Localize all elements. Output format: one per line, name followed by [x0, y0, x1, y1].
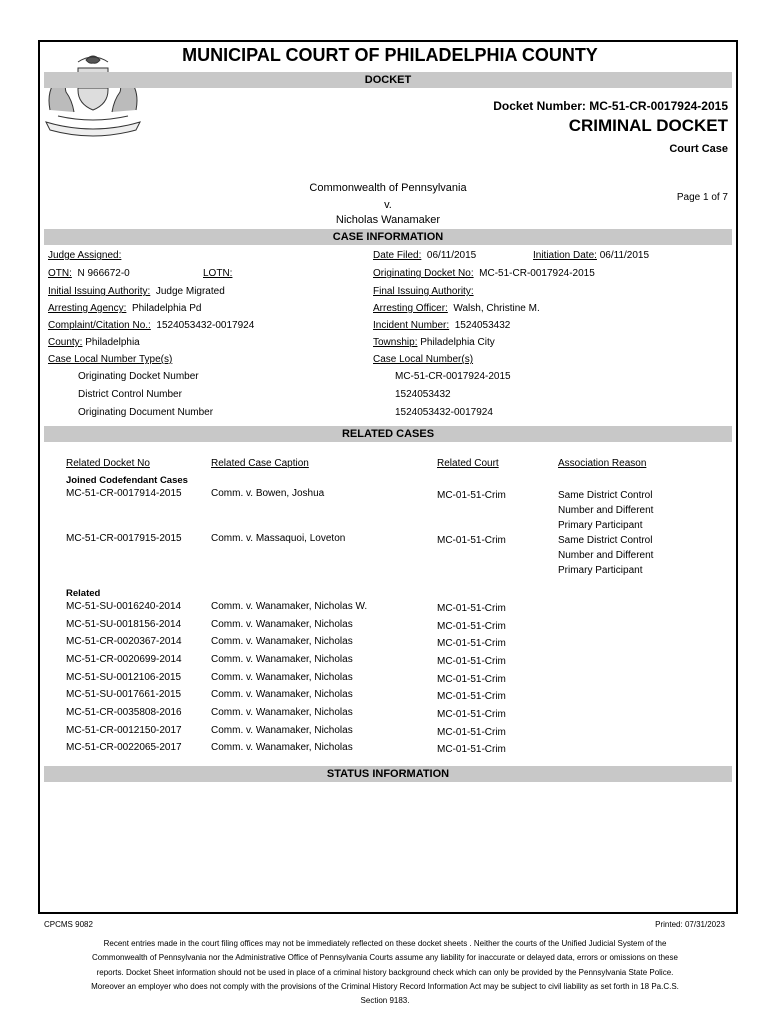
otn	[48, 268, 130, 279]
related-case-caption: Comm. v. Wanamaker, Nicholas	[211, 636, 353, 647]
codefendant-label: Joined Codefendant Cases	[66, 475, 188, 486]
related-case-caption: Comm. v. Wanamaker, Nicholas	[211, 707, 353, 718]
related-label: Related	[66, 588, 101, 599]
docket-bar: DOCKET	[44, 72, 732, 88]
initial-issuing	[48, 286, 225, 297]
related-case-caption: Comm. v. Wanamaker, Nicholas W.	[211, 601, 368, 612]
related-docket-no: MC-51-CR-0020367-2014	[66, 636, 182, 647]
association-reason: Number and Different	[558, 505, 654, 516]
related-docket-no: MC-51-CR-0012150-2017	[66, 725, 182, 736]
disclaimer: Recent entries made in the court filing offices may not be immediately reflected on these docket sheets . Neither the courts of the Unified Judicial System of the Commonwealth of Pennsylvania nor the Administrative Office of Pennsylvania Courts assume any liability for inaccurate or delayed data, errors or omissions on these reports. Docket Sheet information should not be used in place of a criminal history background check which can only be provided by the Pennsylvania State Police. Moreover an employer who does not comply with the provisions of the Criminal History Record Information Act may be subject to civil liability as set forth in 18 Pa.C.S. Section 9183.	[91, 939, 679, 1006]
related-docket-no: MC-51-SU-0012106-2015	[66, 672, 182, 683]
arresting-agency-label: Arresting Agency:	[48, 303, 127, 314]
complaint	[48, 320, 254, 331]
otn-value: N 966672-0	[77, 268, 130, 279]
arresting-officer-value: Walsh, Christine M.	[453, 303, 540, 314]
initial-issuing-label: Initial Issuing Authority:	[48, 286, 151, 297]
docket-frame	[38, 40, 738, 914]
arresting-agency-value: Philadelphia Pd	[131, 303, 202, 314]
related-court: MC-01-51-Crim	[437, 490, 506, 501]
local-type: Originating Document Number	[78, 407, 214, 418]
related-court: MC-01-51-Crim	[437, 656, 506, 667]
otn-label: OTN:	[48, 268, 72, 279]
county-value: Philadelphia	[85, 337, 140, 348]
related-court: MC-01-51-Crim	[437, 691, 506, 702]
case-information-bar: CASE INFORMATION	[44, 229, 732, 245]
related-docket-no: MC-51-SU-0017661-2015	[66, 689, 182, 700]
related-case-caption: Comm. v. Wanamaker, Nicholas	[211, 725, 353, 736]
final-issuing-label: Final Issuing Authority:	[373, 286, 474, 297]
related-case-caption: Comm. v. Wanamaker, Nicholas	[211, 689, 353, 700]
related-docket-no: MC-51-CR-0020699-2014	[66, 654, 182, 665]
related-court: MC-01-51-Crim	[437, 674, 506, 685]
county	[48, 337, 140, 348]
related-court: MC-01-51-Crim	[437, 744, 506, 755]
initiation-date	[533, 250, 649, 261]
local-type-label: Case Local Number Type(s)	[48, 354, 173, 365]
judge-assigned-label: Judge Assigned:	[48, 250, 122, 261]
date-filed	[373, 250, 476, 261]
local-type: Originating Docket Number	[78, 371, 199, 382]
related-court: MC-01-51-Crim	[437, 709, 506, 720]
township	[373, 337, 495, 348]
page-indicator: Page 1 of 7	[676, 192, 728, 203]
related-case-caption: Comm. v. Wanamaker, Nicholas	[211, 654, 353, 665]
originating-docket	[373, 268, 595, 279]
docket-number: Docket Number: MC-51-CR-0017924-2015	[493, 99, 728, 113]
related-court: MC-01-51-Crim	[437, 638, 506, 649]
lotn-label: LOTN:	[203, 268, 233, 279]
initiation-date-value: 06/11/2015	[599, 250, 650, 261]
related-docket-no: MC-51-SU-0018156-2014	[66, 619, 182, 630]
originating-docket-value: MC-51-CR-0017924-2015	[479, 268, 595, 279]
col-related-court: Related Court	[437, 458, 499, 469]
related-case-caption: Comm. v. Wanamaker, Nicholas	[211, 672, 353, 683]
incident-label: Incident Number:	[373, 320, 450, 331]
local-type: District Control Number	[78, 389, 182, 400]
col-related-docket: Related Docket No	[66, 458, 150, 469]
caption-line-3: Nicholas Wanamaker	[335, 214, 441, 226]
related-case-caption: Comm. v. Wanamaker, Nicholas	[211, 619, 353, 630]
association-reason: Same District Control	[558, 535, 653, 546]
arresting-officer	[373, 303, 540, 314]
related-case-caption: Comm. v. Massaquoi, Loveton	[211, 533, 346, 544]
related-docket-no: MC-51-CR-0017915-2015	[66, 533, 182, 544]
township-value: Philadelphia City	[420, 337, 495, 348]
related-docket-no: MC-51-SU-0016240-2014	[66, 601, 182, 612]
local-number: 1524053432	[395, 389, 451, 400]
related-docket-no: MC-51-CR-0022065-2017	[66, 742, 182, 753]
related-court: MC-01-51-Crim	[437, 727, 506, 738]
related-court: MC-01-51-Crim	[437, 621, 506, 632]
col-association-reason: Association Reason	[558, 458, 647, 469]
date-filed-label: Date Filed:	[373, 250, 422, 261]
related-court: MC-01-51-Crim	[437, 603, 506, 614]
date-filed-value: 06/11/2015	[426, 250, 477, 261]
related-case-caption: Comm. v. Bowen, Joshua	[211, 488, 325, 499]
local-number-label: Case Local Number(s)	[373, 354, 474, 365]
related-case-caption: Comm. v. Wanamaker, Nicholas	[211, 742, 353, 753]
initial-issuing-value: Judge Migrated	[155, 286, 225, 297]
incident	[373, 320, 510, 331]
township-label: Township:	[373, 337, 418, 348]
county-label: County:	[48, 337, 83, 348]
status-information-bar: STATUS INFORMATION	[44, 766, 732, 782]
complaint-label: Complaint/Citation No.:	[48, 320, 151, 331]
association-reason: Number and Different	[558, 550, 654, 561]
caption-line-1: Commonwealth of Pennsylvania	[309, 182, 467, 194]
arresting-officer-label: Arresting Officer:	[373, 303, 448, 314]
initiation-date-label: Initiation Date:	[533, 250, 597, 261]
association-reason: Primary Participant	[558, 520, 643, 531]
case-kind: Court Case	[669, 143, 728, 155]
association-reason: Same District Control	[558, 490, 653, 501]
local-number: 1524053432-0017924	[395, 407, 493, 418]
incident-value: 1524053432	[454, 320, 511, 331]
related-cases-bar: RELATED CASES	[44, 426, 732, 442]
arresting-agency	[48, 303, 201, 314]
printed-date: Printed: 07/31/2023	[655, 920, 725, 929]
related-docket-no: MC-51-CR-0017914-2015	[66, 488, 182, 499]
col-related-caption: Related Case Caption	[211, 458, 309, 469]
local-number: MC-51-CR-0017924-2015	[395, 371, 511, 382]
complaint-value: 1524053432-0017924	[156, 320, 255, 331]
caption-line-2: v.	[384, 199, 392, 211]
form-id: CPCMS 9082	[44, 920, 93, 929]
related-docket-no: MC-51-CR-0035808-2016	[66, 707, 182, 718]
court-title: MUNICIPAL COURT OF PHILADELPHIA COUNTY	[182, 45, 598, 65]
docket-type: CRIMINAL DOCKET	[568, 116, 728, 135]
association-reason: Primary Participant	[558, 565, 643, 576]
related-court: MC-01-51-Crim	[437, 535, 506, 546]
originating-docket-label: Originating Docket No:	[373, 268, 474, 279]
